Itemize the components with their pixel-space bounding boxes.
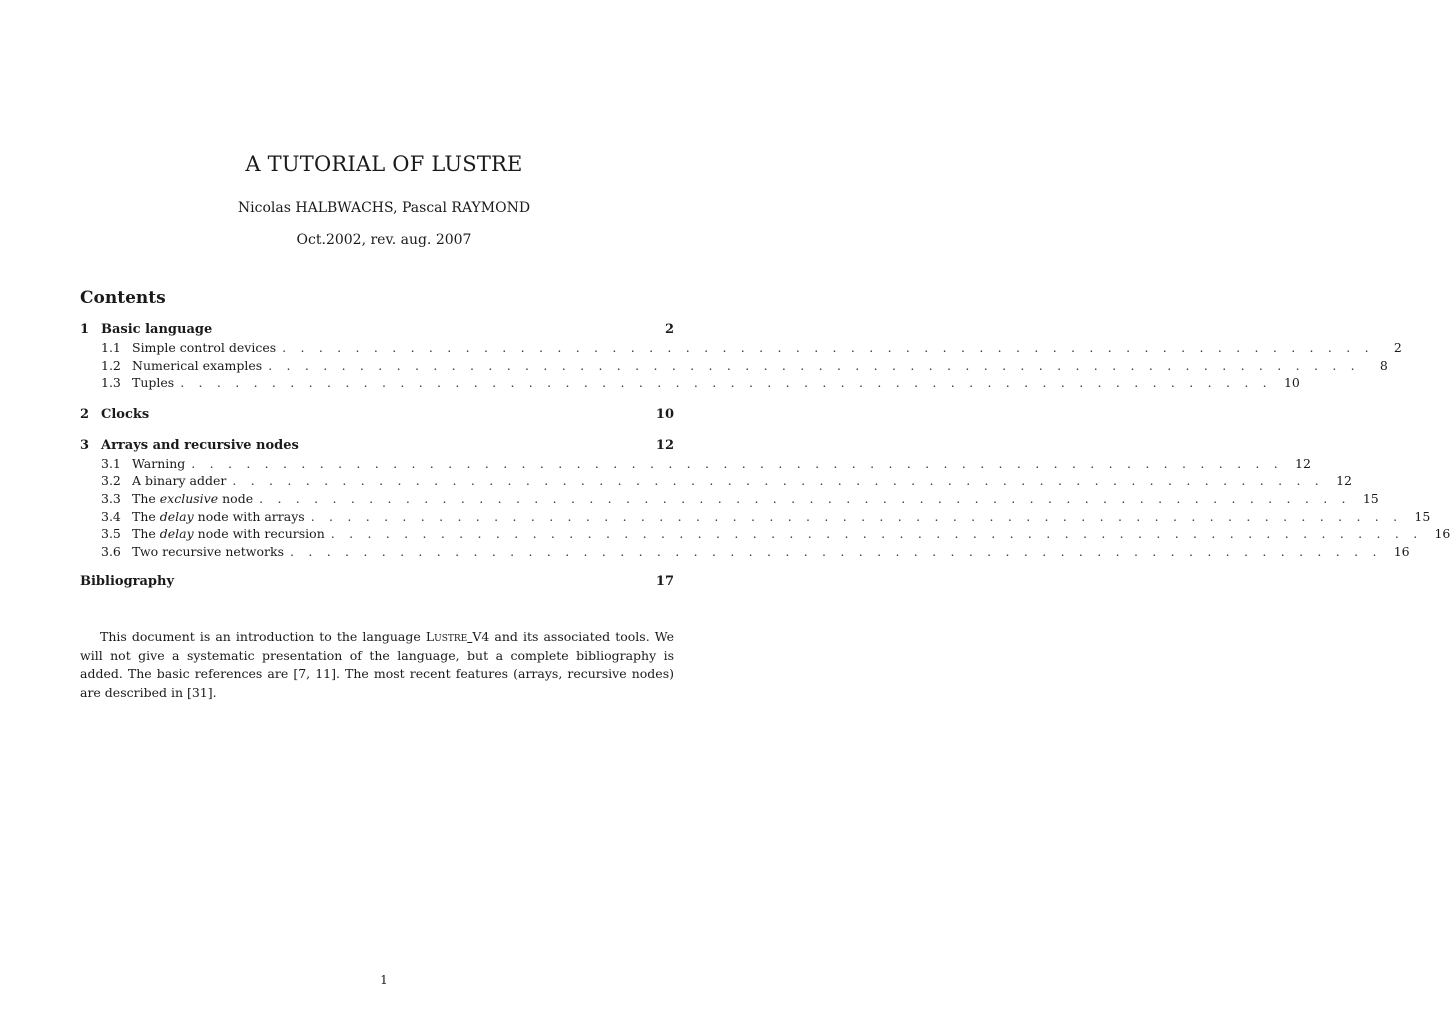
intro-part1: This document is an introduction to the language [100,629,426,644]
toc-leader-dots: . . . . . . . . . . . . . . . . . . . . . . . . . . . . . . . . . . . . . . . . . . . . . . . . . . . . . . . . . . . . [290,543,1382,559]
toc-subsection-label: Tuples [132,375,175,391]
toc-leader-dots: . . . . . . . . . . . . . . . . . . . . . . . . . . . . . . . . . . . . . . . . . . . . . . . . . . . . . . . . . . . . [282,340,1374,355]
toc-subsection[interactable] [80,526,1450,544]
toc-leader-dots: . . . . . . . . . . . . . . . . . . . . . . . . . . . . . . . . . . . . . . . . . . . . . . . . . . . . . . . . . . . . [232,473,1324,489]
label-suffix: node with arrays [193,508,305,524]
label-prefix: The [132,526,160,542]
toc-subsection-page: 15 [1362,490,1379,506]
toc-bibliography-label: Bibliography [80,574,175,590]
toc-section-number: 3 [80,437,90,453]
intro-part2: and its associated tools. We will not give a systematic presentation of the language, but a complete bibliography is added. The basic references are [7, 11]. The most recent features (arrays, recursive nodes) are described in [31]. [80,629,674,700]
page-number: 1 [380,973,388,987]
toc-section-label: Clocks [101,406,150,422]
toc-subsection-number: 3.2 [101,473,121,489]
toc-leader-dots: . . . . . . . . . . . . . . . . . . . . . . . . . . . . . . . . . . . . . . . . . . . . . . . . . . . . . . . . . . . . [310,508,1403,524]
toc-section-page: 10 [655,406,674,422]
toc-subsection[interactable] [80,375,1300,393]
toc-subsection-label: Numerical examples [132,357,263,373]
toc-section[interactable] [80,438,674,456]
toc-subsection-page: 16 [1434,526,1450,542]
intro-paragraph [80,628,674,702]
toc-leader-dots: . . . . . . . . . . . . . . . . . . . . . . . . . . . . . . . . . . . . . . . . . . . . . . . . . . . . . . . . . . . . [191,455,1283,471]
lustre-name: Lustre [425,629,468,644]
toc-section-label: Arrays and recursive nodes [101,437,299,453]
toc-subsection-label [132,526,331,541]
toc-subsection-page: 16 [1393,543,1410,559]
toc-subsection-page: 12 [1336,473,1352,489]
toc-subsection-page: 2 [1393,340,1402,355]
label-suffix: node [218,490,254,506]
toc-subsection-number: 3.4 [101,508,121,524]
toc-bibliography[interactable] [80,574,674,592]
toc-subsection-label: Simple control devices [132,340,277,355]
toc-leader-dots: . . . . . . . . . . . . . . . . . . . . . . . . . . . . . . . . . . . . . . . . . . . . . . . . . . . . . . . . . . . . [268,357,1360,373]
toc-leader-dots: . . . . . . . . . . . . . . . . . . . . . . . . . . . . . . . . . . . . . . . . . . . . . . . . . . . . . . . . . . . . [180,375,1272,391]
toc-subsection-page: 12 [1295,455,1311,471]
toc-subsection[interactable] [80,340,1402,358]
toc-subsection-page: 10 [1283,375,1300,391]
toc-subsection-number: 3.3 [101,490,121,506]
toc-bibliography-page: 17 [655,574,674,590]
label-prefix: The [132,490,160,506]
document-authors: Nicolas HALBWACHS, Pascal RAYMOND [237,200,531,216]
label-emphasis: delay [159,526,194,542]
label-emphasis: delay [159,508,194,524]
toc-subsection-label [132,509,311,524]
toc-section-label: Basic language [101,322,213,337]
document-title: A TUTORIAL OF LUSTRE [245,152,523,176]
toc-subsection-label: Two recursive networks [132,543,284,559]
toc-section[interactable] [80,407,674,425]
lustre-version: V4 [472,629,490,644]
toc-subsection[interactable] [80,543,1410,562]
document-date: Oct.2002, rev. aug. 2007 [296,232,472,248]
toc-section-number: 1 [80,322,90,337]
toc-section-page: 2 [664,322,674,337]
toc-section-page: 12 [655,437,674,453]
toc-subsection[interactable] [80,473,1352,491]
toc-subsection-number: 1.1 [101,340,121,355]
label-prefix: The [132,508,160,524]
toc-subsection[interactable] [80,490,1379,509]
toc-subsection-page: 15 [1414,508,1431,524]
toc-section[interactable] [80,322,674,340]
label-emphasis: exclusive [159,490,219,506]
toc-subsection-number: 3.1 [101,455,121,471]
toc-subsection[interactable] [80,508,1431,527]
toc-subsection-label: Warning [132,455,186,471]
table-of-contents [80,322,1450,592]
toc-leader-dots: . . . . . . . . . . . . . . . . . . . . . . . . . . . . . . . . . . . . . . . . . . . . . . . . . . . . . . . . . . . . [330,526,1423,542]
toc-leader-dots: . . . . . . . . . . . . . . . . . . . . . . . . . . . . . . . . . . . . . . . . . . . . . . . . . . . . . . . . . . . . [259,490,1351,506]
toc-subsection-number: 1.2 [101,357,121,373]
toc-subsection-page: 8 [1379,357,1388,373]
contents-heading: Contents [80,288,166,308]
toc-section-number: 2 [80,406,90,422]
toc-subsection[interactable] [80,357,1388,376]
toc-subsection-number: 1.3 [101,375,121,391]
toc-subsection[interactable] [80,455,1311,474]
toc-subsection-number: 3.5 [101,526,121,542]
toc-subsection-number: 3.6 [101,543,121,559]
toc-subsection-label [132,491,259,506]
toc-subsection-label: A binary adder [132,473,227,489]
label-suffix: node with recursion [193,526,325,542]
